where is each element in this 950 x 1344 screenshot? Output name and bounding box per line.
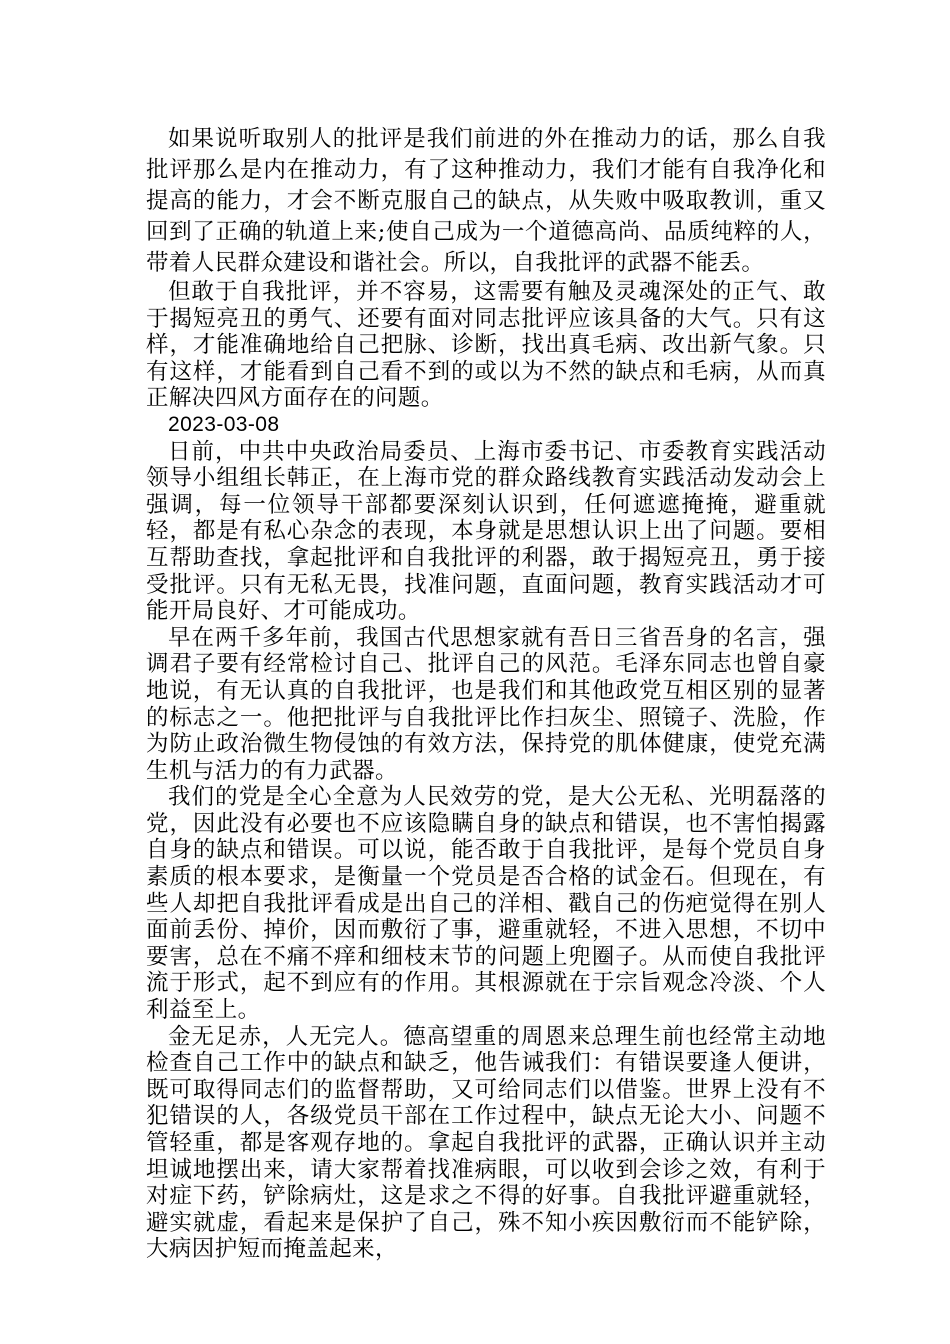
paragraph-courage-self-criticism: 但敢于自我批评，并不容易，这需要有触及灵魂深处的正气、敢于揭短亮丑的勇气、还要有面对同志批评应该具备的大气。只有这样，才能准确地给自己把脉、诊断，找出真毛病、改出新气象。只有这样，才能看到自己看不到的或以为不然的缺点和毛病，从而真正解决四风方面存在的问题。	[146, 279, 826, 412]
date-line: 2023-03-08	[168, 412, 280, 436]
paragraph-self-criticism-drive: 如果说听取别人的批评是我们前进的外在推动力的话，那么自我批评那么是内在推动力，有了这种推动力，我们才能有自我净化和提高的能力，才会不断克服自己的缺点，从失败中吸取教训，重又回到了正确的轨道上来;使自己成为一个道德高尚、品质纯粹的人，带着人民群众建设和谐社会。所以，自我批评的武器不能丢。	[146, 126, 826, 276]
paragraph-han-zheng: 日前，中共中央政治局委员、上海市委书记、市委教育实践活动领导小组组长韩正，在上海市党的群众路线教育实践活动发动会上强调，每一位领导干部都要深刻认识到，任何遮遮掩掩，避重就轻，都是有私心杂念的表现，本身就是思想认识上出了问题。要相互帮助查找，拿起批评和自我批评的利器，敢于揭短亮丑，勇于接受批评。只有无私无畏，找准问题，直面问题，教育实践活动才可能开局良好、才可能成功。	[146, 438, 826, 625]
paragraph-ancient-thinkers: 早在两千多年前，我国古代思想家就有吾日三省吾身的名言，强调君子要有经常检讨自己、批评自己的风范。毛泽东同志也曾自豪地说，有无认真的自我批评，也是我们和其他政党互相区别的显著的标志之一。他把批评与自我批评比作扫灰尘、照镜子、洗脸，作为防止政治微生物侵蚀的有效方法，保持党的肌体健康，使党充满生机与活力的有力武器。	[146, 624, 826, 784]
paragraph-no-one-perfect: 金无足赤，人无完人。德高望重的周恩来总理生前也经常主动地检查自己工作中的缺点和缺乏，他告诫我们：有错误要逢人便讲，既可取得同志们的监督帮助，又可给同志们以借鉴。世界上没有不犯错误的人，各级党员干部在工作过程中，缺点无论大小、问题不管轻重，都是客观存地的。拿起自我批评的武器，正确认识并主动坦诚地摆出来，请大家帮着找准病眼，可以收到会诊之效，有利于对症下药，铲除病灶，这是求之不得的好事。自我批评避重就轻，避实就虚，看起来是保护了自己，殊不知小疾因敷衍而不能铲除，大病因护短而掩盖起来，	[146, 1023, 826, 1263]
paragraph-party-serves-people: 我们的党是全心全意为人民效劳的党，是大公无私、光明磊落的党，因此没有必要也不应该隐瞒自身的缺点和错误，也不害怕揭露自身的缺点和错误。可以说，能否敢于自我批评，是每个党员自身素质的根本要求，是衡量一个党员是否合格的试金石。但现在，有些人却把自我批评看成是出自己的洋相、戳自己的伤疤觉得在别人面前丢份、掉价，因而敷衍了事，避重就轻，不进入思想，不切中要害，总在不痛不痒和细枝末节的问题上兜圈子。从而使自我批评流于形式，起不到应有的作用。其根源就在于宗旨观念冷淡、个人利益至上。	[146, 784, 826, 1024]
document-body	[146, 124, 826, 1263]
